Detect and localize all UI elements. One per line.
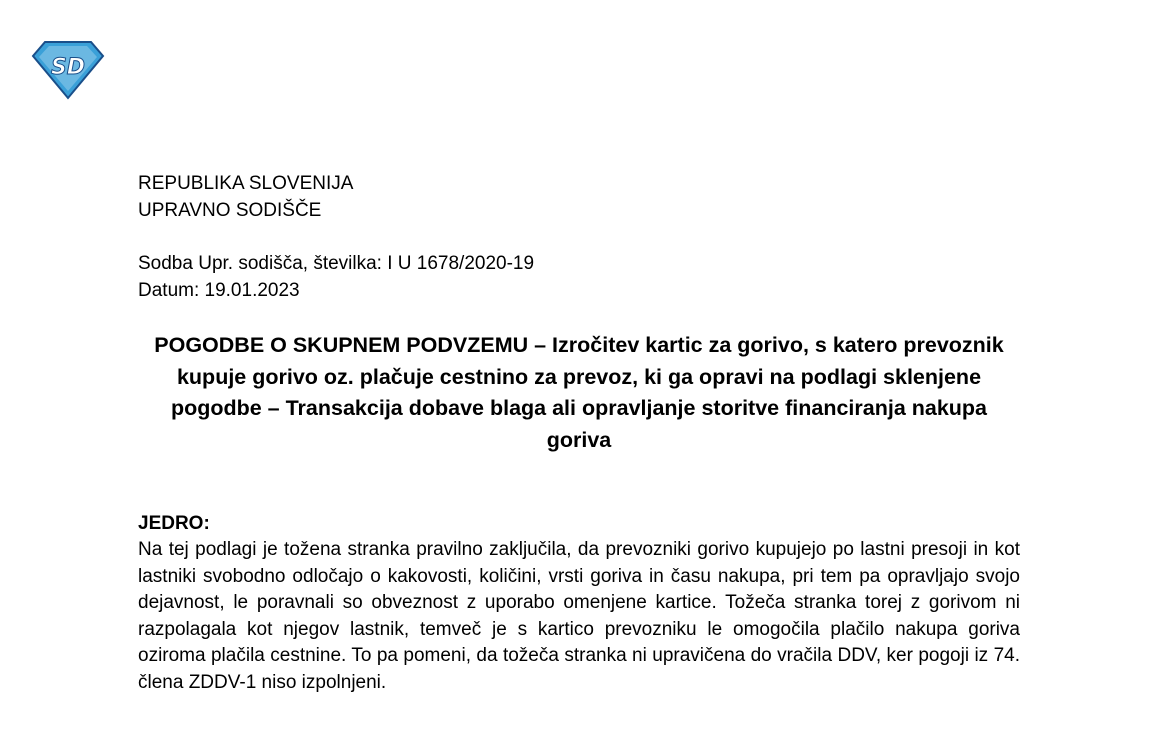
court-logo-icon	[31, 40, 105, 100]
country-name: REPUBLIKA SLOVENIJA	[138, 173, 354, 194]
case-date: Datum: 19.01.2023	[138, 280, 300, 301]
document-title: POGODBE O SKUPNEM PODVZEMU – Izročitev kartic za gorivo, s katero prevoznik kupuje gorivo oz. plačuje cestnino za prevoz, ki ga opravi na podlagi sklenjene pogodbe – Transakcija dobave blaga ali opravljanje storitve financiranja nakupa goriva	[154, 333, 1004, 452]
svg-text:SD: SD	[50, 55, 86, 80]
jedro-section	[138, 510, 1020, 696]
court-header	[138, 170, 353, 224]
court-name: UPRAVNO SODIŠČE	[138, 200, 322, 221]
jedro-text: Na tej podlagi je tožena stranka pravilno zaključila, da prevozniki gorivo kupujejo po lastni presoji in kot lastniki svobodno odločajo o kakovosti, količini, vrsti goriva in času nakupa, pri tem pa opravljajo svojo dejavnost, le poravnali so obveznost z uporabo omenjene kartice. Tožeča stranka torej z gorivom ni razpolagala kot njegov lastnik, temveč je s kartico prevozniku le omogočila plačilo nakupa goriva oziroma plačila cestnine. To pa pomeni, da tožeča stranka ni upravičena do vračila DDV, ker pogoji iz 74. člena ZDDV-1 niso izpolnjeni.	[138, 539, 1020, 693]
case-meta	[138, 250, 534, 304]
jedro-label: JEDRO:	[138, 513, 210, 534]
case-reference: Sodba Upr. sodišča, številka: I U 1678/2020-19	[138, 253, 535, 274]
